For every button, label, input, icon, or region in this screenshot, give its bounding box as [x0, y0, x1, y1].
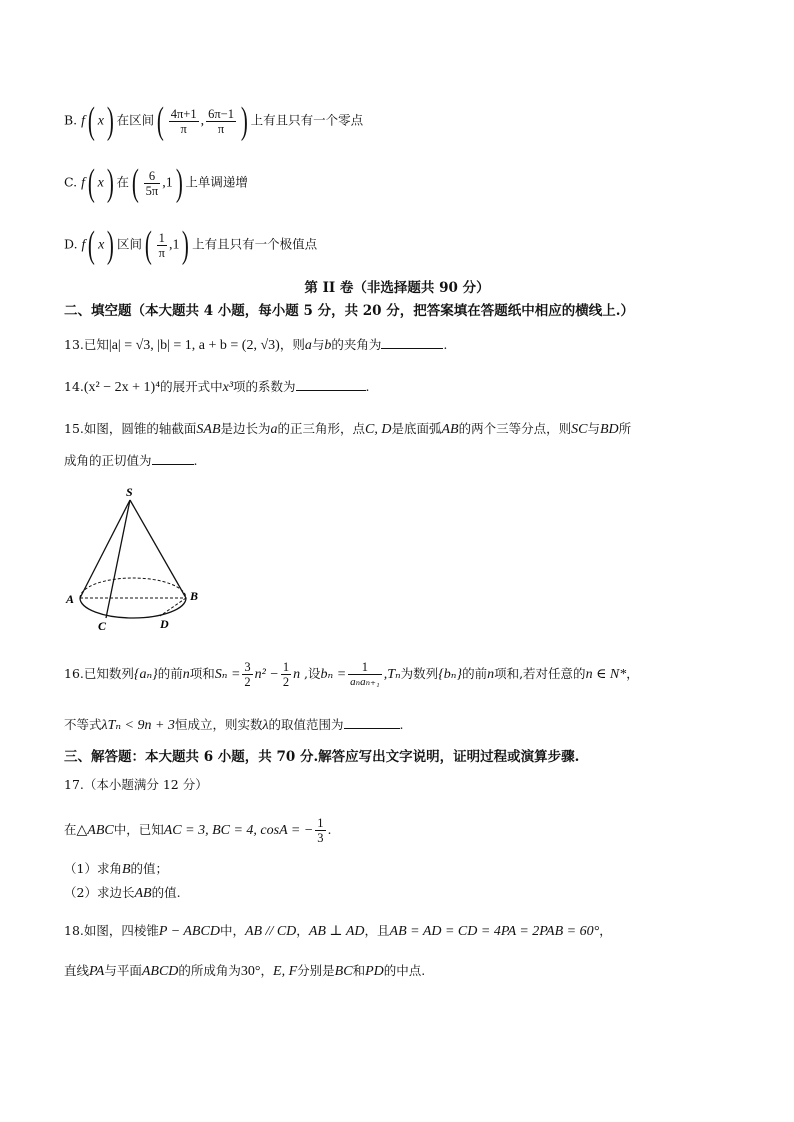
question-17-head: 17.（本小题满分 12 分）: [64, 777, 208, 792]
section-3-title: 三、解答题：本大题共 6 小题，共 70 分.解答应写出文字说明，证明过程或演算步骤.: [64, 749, 580, 765]
option-d: D. f( x) 区间( $\frac{1}{\pi}$ ,1) 上有且只有一个极值点: [64, 224, 318, 266]
fraction: $\frac{1}{\pi}$: [158, 230, 165, 260]
label-s: S: [126, 485, 133, 499]
question-18: 18.如图，四棱锥P − ABCD中，AB // CD，AB ⊥ AD，且AB = AD = CD = 4PA = 2PAB = 60°，: [64, 923, 612, 939]
fraction: $\frac{6\pi-1}{\pi}$: [208, 106, 234, 136]
answer-blank[interactable]: [152, 452, 194, 465]
question-15: 15.如图，圆锥的轴截面SAB是边长为a的正三角形，点C, D是底面弧AB的两个三等分点，则SC与BD所: [64, 421, 632, 437]
label-d: D: [160, 617, 169, 631]
question-17: 在△ABC中，已知AC = 3, BC = 4, cosA = − $\frac{1}{3}$ .: [64, 816, 332, 845]
option-label: B.: [64, 112, 82, 128]
question-17-part2: （2）求边长AB的值.: [64, 885, 181, 901]
question-18-line2: 直线PA与平面ABCD的所成角为30°，E, F分别是BC和PD的中点.: [64, 963, 426, 979]
question-13: 13.已知|a| = √3, |b| = 1, a + b = (2, √3)，则a与b的夹角为 .: [64, 337, 448, 353]
fraction: $\frac{4\pi+1}{\pi}$: [170, 106, 197, 136]
fraction: $\frac{6}{5\pi}$: [145, 168, 159, 198]
option-b: B. f( x) 在区间( $\frac{4\pi+1}{\pi}$ , $\frac{6\pi-1}{\pi}$ ) 上有且只有一个零点: [64, 100, 364, 142]
answer-blank[interactable]: [344, 716, 400, 729]
cone-figure: [62, 482, 212, 632]
question-16: 16.已知数列{aₙ}的前n项和Sₙ = $\frac{3}{2}$ n² − $\frac{1}{2}$ n ,设bₙ = $\frac{1}{\text{aₙaₙ₊₁}}$ ,Tₙ为数列{bₙ}的前n项和,若对任意的n ∈ N*，: [64, 660, 639, 689]
question-14: 14.(x² − 2x + 1)⁴的展开式中x³项的系数为 .: [64, 379, 370, 395]
question-17-part1: （1）求角B的值；: [64, 861, 169, 877]
section-2-title: 二、填空题（本大题共 4 小题，每小题 5 分，共 20 分，把答案填在答题纸中相应的横线上.）: [64, 303, 634, 319]
answer-blank[interactable]: [381, 336, 443, 349]
question-16-line2: 不等式λTₙ < 9n + 3恒成立，则实数λ的取值范围为 .: [64, 717, 404, 733]
label-a: A: [66, 592, 75, 606]
polynomial: (x² − 2x + 1)⁴: [83, 380, 161, 395]
question-15-line2: 成角的正切值为 .: [64, 453, 198, 468]
answer-blank[interactable]: [296, 378, 366, 391]
vector-condition: |a| = √3, |b| = 1, a + b = (2, √3): [108, 338, 280, 353]
volume-2-title: 第 II 卷（非选择题共 90 分）: [304, 280, 490, 296]
label-c: C: [98, 619, 107, 632]
label-b: B: [190, 589, 199, 603]
option-c: C. f( x) 在( $\frac{6}{5\pi}$ ,1) 上单调递增: [64, 162, 248, 204]
